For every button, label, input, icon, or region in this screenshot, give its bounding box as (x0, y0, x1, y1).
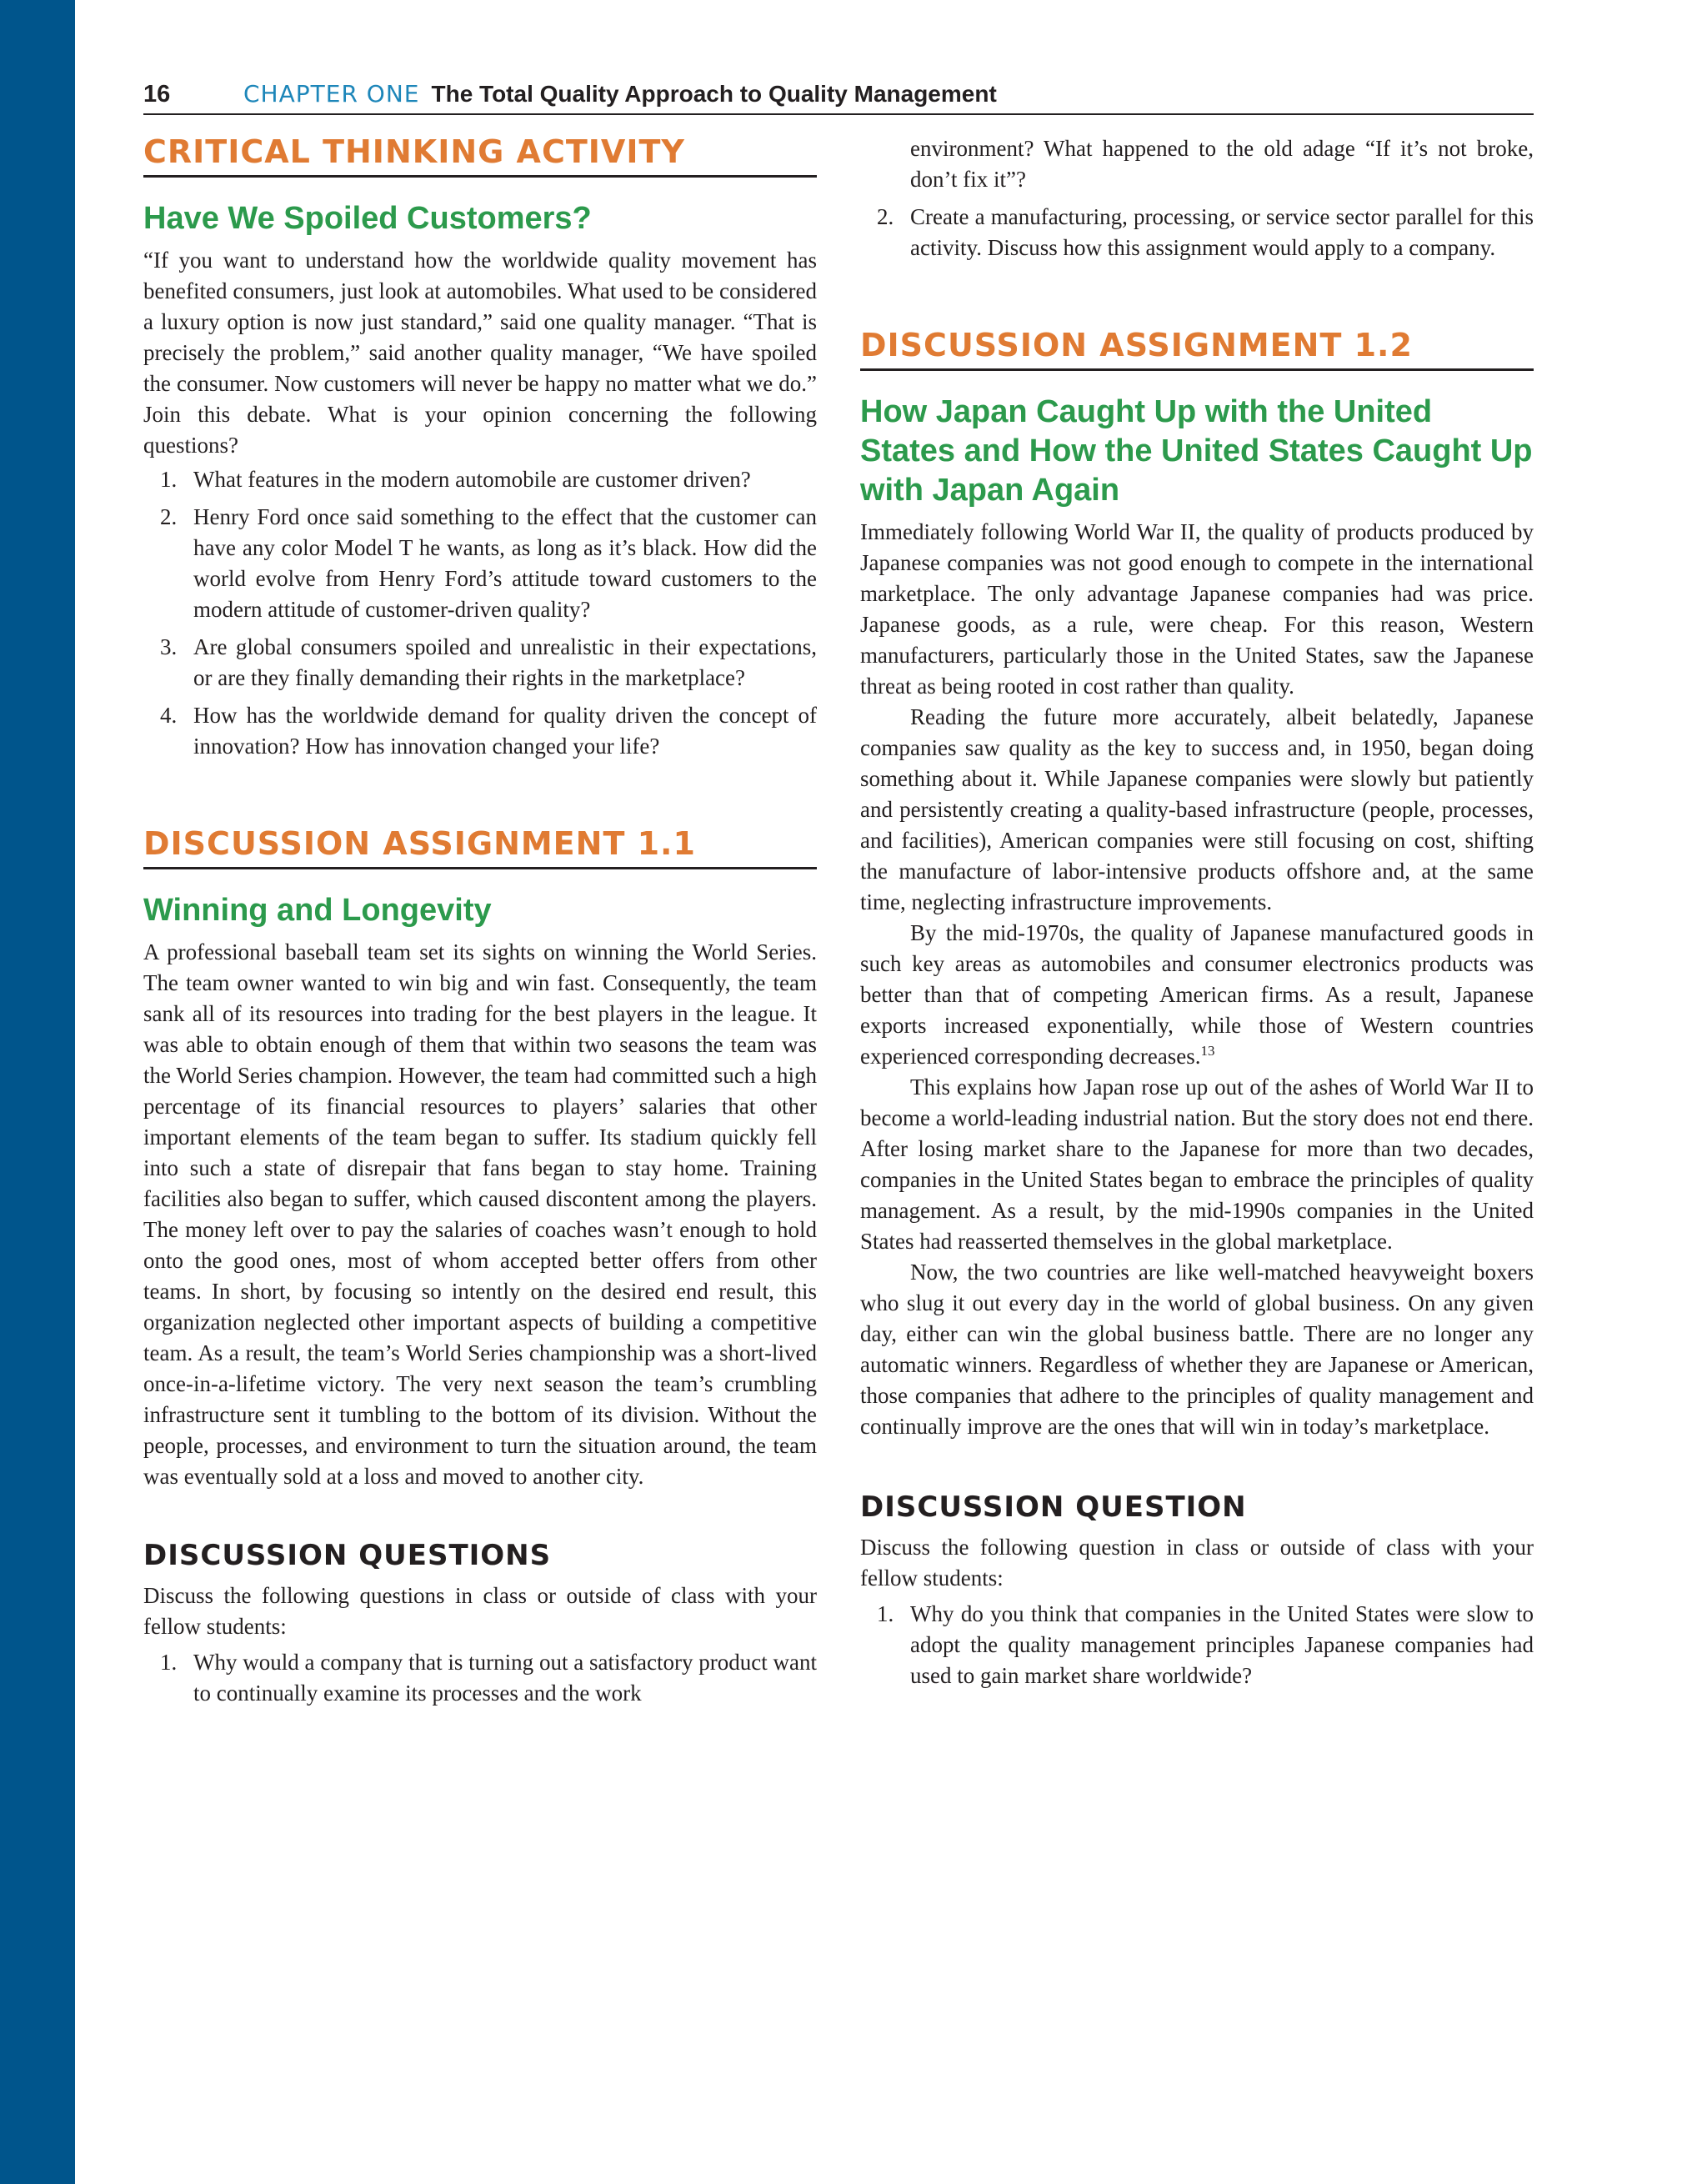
list-item (143, 502, 817, 625)
chapter-label: CHAPTER ONE (243, 80, 420, 108)
list-number: 1. (160, 1650, 178, 1675)
discussion-question-list (860, 1599, 1534, 1691)
right-column (860, 133, 1534, 1698)
discussion-questions-intro: Discuss the following questions in class or outside of class with your fellow students: (143, 1583, 817, 1639)
discussion-questions-heading: DISCUSSION QUESTIONS (143, 1539, 552, 1572)
list-text: Are global consumers spoiled and unrealistic in their expectations, or are they finally demanding their rights in the marketplace? (193, 634, 817, 690)
critical-thinking-intro: “If you want to understand how the worldwide quality movement has benefited consumers, just look at automobiles. What used to be considered a luxury option is now just standard,” said one quality manager. “That is precisely the problem,” said another quality manager, “We have spoiled the consumer. Now customers will never be happy no matter what we do.” Join this debate. What is your opinion concerning the following questions? (143, 248, 817, 458)
list-item (143, 632, 817, 694)
list-item (860, 1599, 1534, 1691)
discussion-assignment-1-2-heading: DISCUSSION ASSIGNMENT 1.2 (860, 327, 1534, 371)
list-item (143, 700, 817, 762)
list-text: environment? What happened to the old adage “If it’s not broke, don’t fix it”? (910, 136, 1534, 192)
discussion-questions-list (143, 1647, 817, 1709)
critical-thinking-subheading: Have We Spoiled Customers? (143, 201, 592, 236)
list-text: How has the worldwide demand for quality driven the concept of innovation? How has innovation changed your life? (193, 703, 817, 759)
paragraph (860, 918, 1534, 1072)
paragraph: Reading the future more accurately, albeit belatedly, Japanese companies saw quality as the key to success and, in 1950, began doing something about it. While Japanese companies were slowly but patiently and persistently creating a quality-based infrastructure (people, processes, and facilities), American companies were still focusing on cost, shifting the manufacture of labor-intensive products offshore and, at the same time, neglecting infrastructure improvements. (860, 704, 1534, 914)
discussion-assignment-1-1-body: A professional baseball team set its sights on winning the World Series. The team owner wanted to win big and win fast. Consequently, the team sank all of its resources into trading for the best players in the league. It was able to obtain enough of them that within two seasons the team was the World Series champion. However, the team had committed such a high percentage of its financial resources to players’ salaries that other important elements of the team began to suffer. Its stadium quickly fell into such a state of disrepair that fans began to stay home. Training facilities also began to suffer, which caused discontent among the players. The money left over to pay the salaries of coaches wasn’t enough to hold onto the good ones, most of whom accepted better offers from other teams. In short, by focusing so intently on the desired end result, this organization neglected other important aspects of building a competitive team. As a result, the team’s World Series championship was a short-lived once-in-a-lifetime victory. The very next season the team’s crumbling infrastructure sent it tumbling to the bottom of its division. Without the people, processes, and environment to turn the situation around, the team was eventually sold at a loss and moved to another city. (143, 939, 817, 1489)
list-number: 3. (160, 634, 178, 659)
paragraph: This explains how Japan rose up out of the ashes of World War II to become a world-leading industrial nation. But the story does not end there. After losing market share to the Japanese for more than two decades, companies in the United States began to embrace the principles of quality management. As a result, by the mid-1990s companies in the United States had reasserted themselves in the global marketplace. (860, 1074, 1534, 1254)
list-item-continued (860, 133, 1534, 195)
discussion-assignment-1-1-heading: DISCUSSION ASSIGNMENT 1.1 (143, 825, 817, 869)
list-number: 1. (160, 467, 178, 492)
discussion-question-heading: DISCUSSION QUESTION (860, 1490, 1247, 1524)
list-text: Why do you think that companies in the United States were slow to adopt the quality management principles Japanese companies had used to gain market share worldwide? (910, 1601, 1534, 1688)
paragraph: Immediately following World War II, the quality of products produced by Japanese companies was not good enough to compete in the international marketplace. The only advantage Japanese companies had was price. Japanese goods, as a rule, were cheap. For this reason, Western manufacturers, particularly those in the United States, saw the Japanese threat as being rooted in cost rather than quality. (860, 519, 1534, 699)
list-number: 4. (160, 703, 178, 728)
footnote-ref: 13 (1200, 1043, 1215, 1059)
discussion-assignment-1-1-subheading: Winning and Longevity (143, 893, 492, 928)
list-item (143, 1647, 817, 1709)
chapter-title: The Total Quality Approach to Quality Management (431, 81, 997, 107)
paragraph: Now, the two countries are like well-matched heavyweight boxers who slug it out every day in the world of global business. On any given day, either can win the global business battle. There are no longer any automatic winners. Regardless of whether they are Japanese or American, those companies that adhere to the principles of quality management and continually improve are the ones that will win in today’s marketplace. (860, 1260, 1534, 1439)
list-number: 1. (877, 1601, 894, 1626)
list-text: What features in the modern automobile are customer driven? (193, 467, 751, 492)
critical-thinking-questions (143, 464, 817, 762)
critical-thinking-heading: CRITICAL THINKING ACTIVITY (143, 133, 817, 178)
list-text: Henry Ford once said something to the effect that the customer can have any color Model T he wants, as long as it’s black. How did the world evolve from Henry Ford’s attitude toward customers to the modern attitude of customer-driven quality? (193, 504, 817, 622)
list-text: Create a manufacturing, processing, or service sector parallel for this activity. Discuss how this assignment would apply to a company. (910, 204, 1534, 260)
discussion-assignment-1-2-subheading: How Japan Caught Up with the United States and How the United States Caught Up with Japan Again (860, 394, 1533, 508)
discussion-question-intro: Discuss the following question in class or outside of class with your fellow students: (860, 1535, 1534, 1590)
list-text: Why would a company that is turning out a satisfactory product want to continually examine its processes and the work (193, 1650, 817, 1706)
page-edge-bar (0, 0, 75, 2184)
list-item (143, 464, 817, 495)
list-item (860, 202, 1534, 263)
list-number: 2. (877, 204, 894, 229)
paragraph-text: By the mid-1970s, the quality of Japanese manufactured goods in such key areas as automobiles and consumer electronics products was better than that of competing American firms. As a result, Japanese exports increased exponentially, while those of Western countries experienced corresponding decreases. (860, 920, 1534, 1069)
list-number: 2. (160, 504, 178, 529)
discussion-questions-continued (860, 133, 1534, 263)
page-number: 16 (143, 81, 171, 108)
running-header (143, 80, 1534, 115)
left-column (143, 133, 817, 1716)
